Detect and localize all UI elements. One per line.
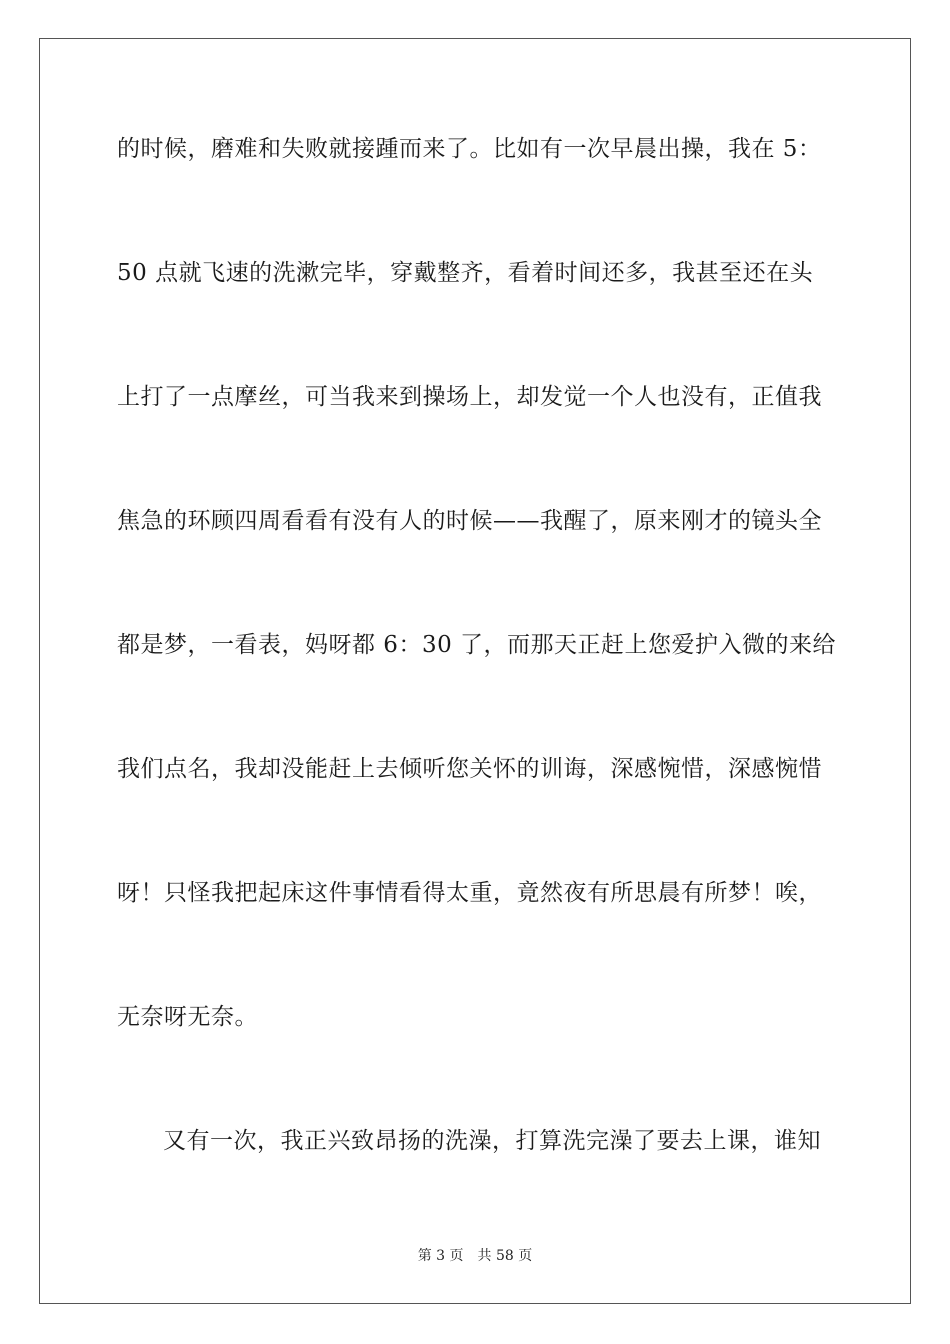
page-footer	[0, 1245, 950, 1265]
text-line: 上打了一点摩丝，可当我来到操场上，却发觉一个人也没有，正值我	[117, 384, 822, 410]
paragraph-start-line: 又有一次，我正兴致昂扬的洗澡，打算洗完澡了要去上课，谁知	[163, 1128, 821, 1154]
page-number: 第 3 页	[417, 1248, 464, 1264]
text-line: 都是梦，一看表，妈呀都 6：30 了，而那天正赶上您爱护入微的来给	[117, 632, 837, 658]
text-line: 焦急的环顾四周看看有没有人的时候——我醒了，原来刚才的镜头全	[117, 508, 822, 534]
text-line: 呀！只怪我把起床这件事情看得太重，竟然夜有所思晨有所梦！唉，	[117, 880, 822, 906]
text-line: 的时候，磨难和失败就接踵而来了。比如有一次早晨出操，我在 5：	[117, 136, 822, 162]
text-line: 无奈呀无奈。	[117, 1004, 258, 1030]
text-line: 50 点就飞速的洗漱完毕，穿戴整齐，看着时间还多，我甚至还在头	[117, 260, 814, 286]
text-line: 我们点名，我却没能赶上去倾听您关怀的训诲，深感惋惜，深感惋惜	[117, 756, 822, 782]
document-body	[117, 124, 837, 1240]
total-pages: 共 58 页	[477, 1248, 533, 1264]
